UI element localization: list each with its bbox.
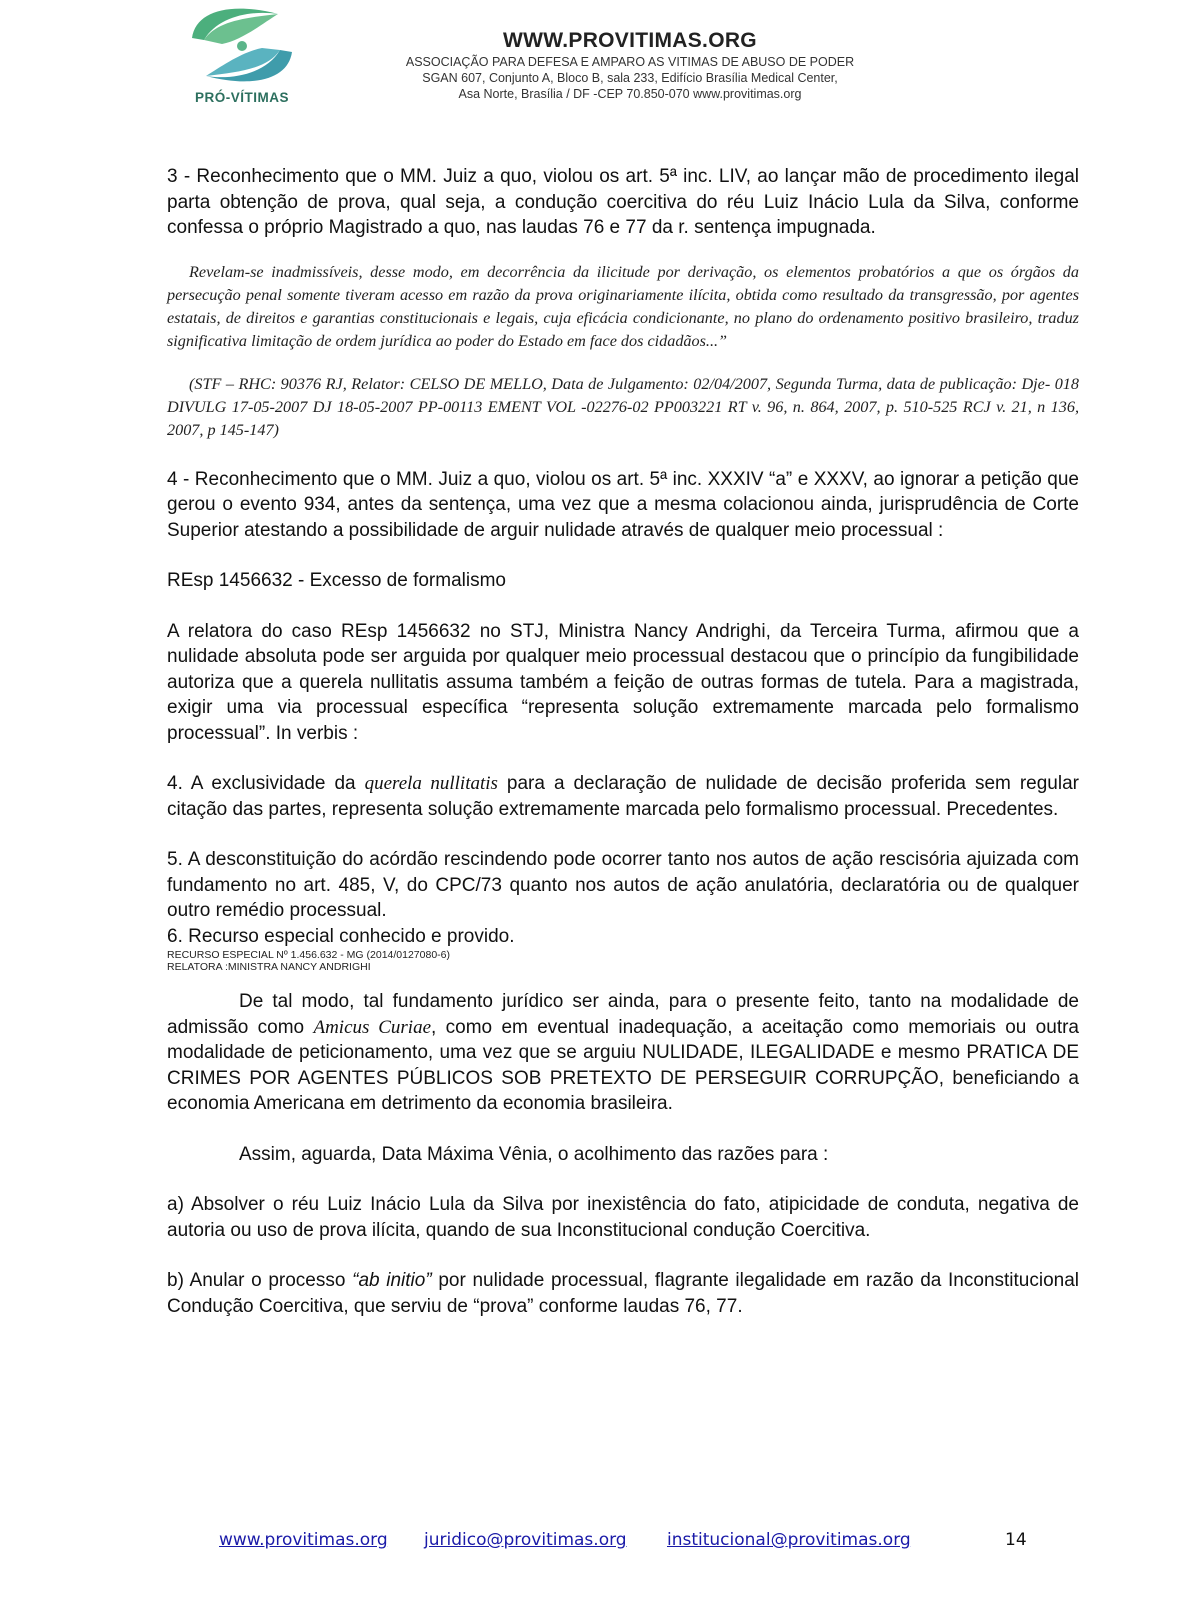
- fundamento-latin-term: Amicus Curiae: [313, 1016, 432, 1038]
- assim-paragraph: Assim, aguarda, Data Máxima Vênia, o acolhimento das razões para :: [239, 1143, 829, 1165]
- letterhead: [330, 28, 930, 102]
- paragraph-4: 4 - Reconhecimento que o MM. Juiz a quo, violou os art. 5ª inc. XXXIV “a” e XXXV, ao ignorar a petição que gerou o evento 934, antes da sentença, uma vez que a mesma colacionou ainda, jurisprudência de Corte Superior atestando a possibilidade de arguir nulidade através de qualquer meio processual :: [167, 468, 1079, 541]
- item4-text-post: para a declaração de nulidade de decisão proferida sem regular citação das partes, representa solução extremamente marcada pelo formalismo processual. Precedentes.: [167, 773, 1079, 820]
- reference-line-2: RELATORA :MINISTRA NANCY ANDRIGHI: [167, 961, 371, 973]
- footer-website-link[interactable]: www.provitimas.org: [219, 1530, 388, 1550]
- page-number: 14: [1005, 1530, 1027, 1550]
- header-org-name: ASSOCIAÇÃO PARA DEFESA E AMPARO AS VITIMAS DE ABUSO DE PODER: [405, 55, 855, 69]
- item4-text-pre: 4. A exclusividade da: [167, 773, 365, 794]
- logo-text: PRÓ-VÍTIMAS: [194, 90, 289, 105]
- item-b-text-post: por nulidade processual, flagrante ilegalidade em razão da Inconstitucional Condução Coercitiva, que serviu de “prova” conforme laudas 76, 77.: [167, 1270, 1080, 1317]
- header-address-line1: SGAN 607, Conjunto A, Bloco B, sala 233, Edifício Brasília Medical Center,: [422, 71, 838, 85]
- jurisprudence-quote: Revelam-se inadmissíveis, desse modo, em decorrência da ilicitude por derivação, os elementos probatórios a que os órgãos da persecução penal somente tiveram acesso em razão da prova originariamente ilícita, obtida como resultado da transgressão, por agentes estatais, de direitos e garantias constitucionais e legais, cuja eficácia condicionante, no plano do ordenamento positivo brasileiro, traduz significativa limitação de ordem jurídica ao poder do Estado em face dos cidadãos...”: [167, 262, 1079, 350]
- document-body: [167, 164, 1079, 1319]
- relatora-paragraph: A relatora do caso REsp 1456632 no STJ, Ministra Nancy Andrighi, da Terceira Turma, afirmou que a nulidade absoluta pode ser arguida por qualquer meio processual destacou que o princípio da fungibilidade autoriza que a querela nullitatis assuma também a feição de outras formas de tutela. Para a magistrada, exigir uma via processual específica “representa solução extremamente marcada pelo formalismo processual”. In verbis :: [167, 620, 1079, 744]
- ementa-item-5: 5. A desconstituição do acórdão rescindendo pode ocorrer tanto nos autos de ação rescisória ajuizada com fundamento no art. 485, V, do CPC/73 quanto nos autos de ação anulatória, declaratória ou de qualquer outro remédio processual.: [167, 849, 1079, 921]
- footer-institucional-email-link[interactable]: institucional@provitimas.org: [667, 1530, 911, 1550]
- reference-line-1: RECURSO ESPECIAL Nº 1.456.632 - MG (2014/0127080-6): [167, 949, 450, 961]
- request-item-b: [167, 1268, 1079, 1319]
- leaf-logo-icon: [182, 0, 302, 88]
- header-url: WWW.PROVITIMAS.ORG: [503, 29, 757, 52]
- item-b-latin-term: “ab initio”: [352, 1270, 432, 1291]
- item-b-text-pre: b) Anular o processo: [167, 1270, 353, 1291]
- quote-citation: (STF – RHC: 90376 RJ, Relator: CELSO DE MELLO, Data de Julgamento: 02/04/2007, Segunda Turma, data de publicação: Dje- 018 DIVULG 17-05-2007 DJ 18-05-2007 PP-00113 EMENT VOL -02276-02 PP003221 RT v. 96, n. 864, 2007, p. 510-525 RCJ v. 21, n 136, 2007, p 145-147): [167, 374, 1079, 439]
- resp-title: REsp 1456632 - Excesso de formalismo: [167, 570, 506, 591]
- ementa-item-6: 6. Recurso especial conhecido e provido.: [167, 925, 515, 947]
- request-item-a: a) Absolver o réu Luiz Inácio Lula da Silva por inexistência do fato, atipicidade de conduta, negativa de autoria ou uso de prova ilícita, quando de sua Inconstitucional condução Coercitiva.: [167, 1194, 1079, 1241]
- fundamento-paragraph: [167, 989, 1079, 1117]
- header-address-line2: Asa Norte, Brasília / DF -CEP 70.850-070 www.provitimas.org: [458, 87, 802, 101]
- fundamento-text-post: , como em eventual inadequação, a aceitação como memoriais ou outra modalidade de peticionamento, uma vez que se arguiu NULIDADE, ILEGALIDADE e mesmo PRATICA DE CRIMES POR AGENTES PÚBLICOS SOB PRETEXTO DE PERSEGUIR CORRUPÇÃO, beneficiando a economia Americana em detrimento da economia brasileira.: [167, 1016, 1079, 1114]
- item4-latin-term: querela nullitatis: [364, 773, 498, 794]
- paragraph-3: 3 - Reconhecimento que o MM. Juiz a quo, violou os art. 5ª inc. LIV, ao lançar mão de procedimento ilegal parta obtenção de prova, qual seja, a condução coercitiva do réu Luiz Inácio Lula da Silva, conforme confessa o próprio Magistrado a quo, nas laudas 76 e 77 da r. sentença impugnada.: [167, 166, 1079, 238]
- fundamento-text-pre: De tal modo, tal fundamento jurídico ser ainda, para o presente feito, tanto na modalidade de admissão como: [167, 991, 1079, 1038]
- footer-juridico-email-link[interactable]: juridico@provitimas.org: [424, 1530, 627, 1550]
- organization-logo: [172, 0, 312, 112]
- ementa-item-4: [167, 771, 1079, 822]
